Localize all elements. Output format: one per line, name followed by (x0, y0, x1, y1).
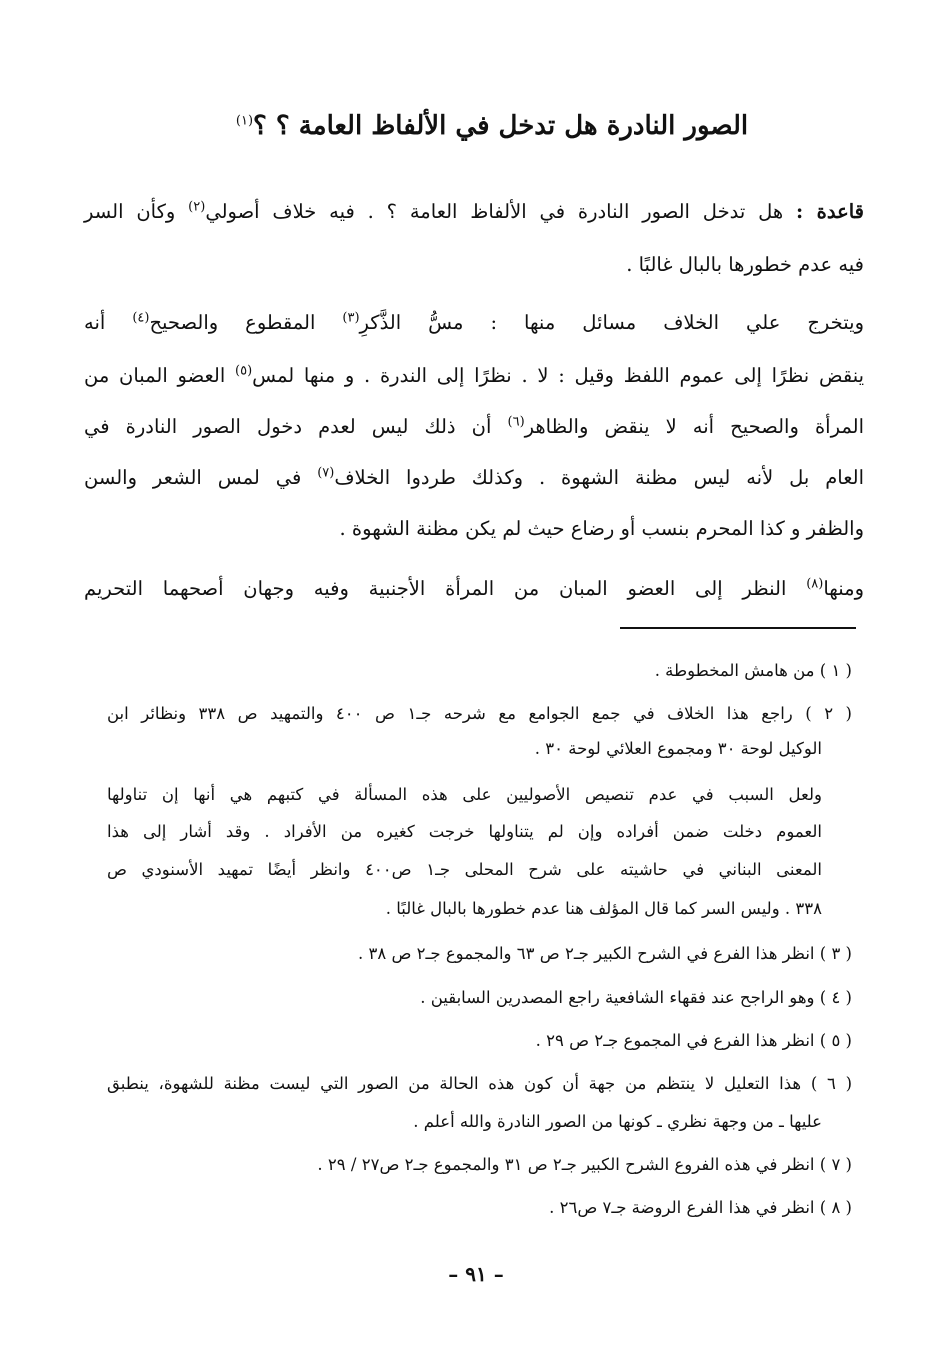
body-line: ويتخرج علي الخلاف مسائل منها : مسُّ الذَّكرِ$^{(٣)}$ المقطوع والصحيح$^{(٤)}$ أنه (84, 310, 864, 334)
footnote-marker: (١) (235, 113, 254, 129)
footnote-marker: (٨) (806, 576, 824, 592)
footnote-continuation: ٣٣٨ . وليس السر كما قال المؤلف هنا عدم خطورها بالبال غالبًا . (385, 899, 822, 918)
body-line: المرأة والصحيح أنه لا ينقض والظاهر$^{(٦)}$ أن ذلك ليس لعدم دخول الصور النادرة في (84, 414, 864, 438)
footnote: ( ٣ ) انظر هذا الفرع في الشرح الكبير جـ٢ ص ٦٣ والمجموع جـ٢ ص ٣٨ . (357, 944, 852, 963)
footnote-marker: (٢) (188, 199, 206, 215)
body-line: ينقض نظرًا إلى عموم اللفظ وقيل : لا . نظرًا إلى الندرة . و منها لمس$^{(٥)}$ العضو المبان من (84, 363, 865, 387)
footnote: ( ٧ ) انظر في هذه الفروع الشرح الكبير جـ٢ ص ٣١ والمجموع جـ٢ ص٢٧ / ٢٩ . (317, 1155, 852, 1174)
footnote-marker: (٤) (132, 310, 150, 326)
footnote-marker: (٣) (342, 310, 360, 326)
page-number: – ٩١ – (448, 1262, 504, 1286)
footnote-marker: (٥) (235, 363, 253, 379)
footnote: ( ٢ ) راجع هذا الخلاف في جمع الجوامع مع شرحه جـ١ ص ٤٠٠ والتمهيد ص ٣٣٨ ونظائر ابن (107, 704, 852, 723)
footnote-marker: (٦) (507, 414, 525, 430)
rule-label: قاعدة : (796, 200, 865, 223)
body-line: والظفر و كذا المحرم بنسب أو رضاع حيث لم يكن مظنة الشهوة . (339, 517, 864, 540)
body-line: قاعدة : هل تدخل الصور النادرة في الألفاظ العامة ؟ . فيه خلاف أصولي$^{(٢)}$ وكأن السر (84, 199, 865, 223)
footnote-continuation: ولعل السبب في عدم تنصيص الأصوليين على هذه المسألة في كتبهم هي أنها إن تناولها (107, 785, 822, 804)
page-title (182, 104, 802, 148)
footnote: ( ١ ) من هامش المخطوطة . (654, 661, 852, 680)
footnote: ( ٤ ) وهو الراجح عند فقهاء الشافعية راجع المصدرين السابقين . (420, 988, 852, 1007)
footnote-continuation: المعنى البناني في حاشيته على شرح المحلى جـ١ ص٤٠٠ وانظر أيضًا تمهيد الأسنودي ص (107, 860, 823, 879)
body-line: ومنها$^{(٨)}$ النظر إلى العضو المبان من المرأة الأجنبية وفيه وجهان أصحهما التحريم (84, 576, 865, 600)
footnote: ( ٨ ) انظر في هذا الفرع الروضة جـ٧ ص٢٦ . (549, 1198, 852, 1217)
footnote-continuation: الوكيل لوحة ٣٠ ومجموع العلائي لوحة ٣٠ . (534, 739, 822, 758)
title-text: الصور النادرة هل تدخل في الألفاظ العامة ؟ ؟ (253, 111, 749, 141)
footnote-continuation: عليها ـ من وجهة نظري ـ كونها من الصور النادرة والله أعلم . (413, 1112, 822, 1131)
body-line: العام بل لأنه ليس مظنة الشهوة . وكذلك طردوا الخلاف$^{(٧)}$ في لمس الشعر والسن (84, 465, 865, 489)
footnote-separator (620, 627, 856, 629)
footnote-continuation: العموم دخلت ضمن أفراده وإن لم يتناولها خرجت كغيره من الأفراد . وقد أشار إلى هذا (107, 822, 822, 841)
footnote-marker: (٧) (317, 465, 335, 481)
footnote: ( ٥ ) انظر هذا الفرع في المجموع جـ٢ ص ٢٩ . (535, 1031, 852, 1050)
body-line: فيه عدم خطورها بالبال غالبًا . (626, 253, 864, 276)
footnote: ( ٦ ) هذا التعليل لا ينتظم من جهة أن كون هذه الحالة من الصور التي ليست مظنة للشهوة، ينطبق (107, 1074, 853, 1093)
